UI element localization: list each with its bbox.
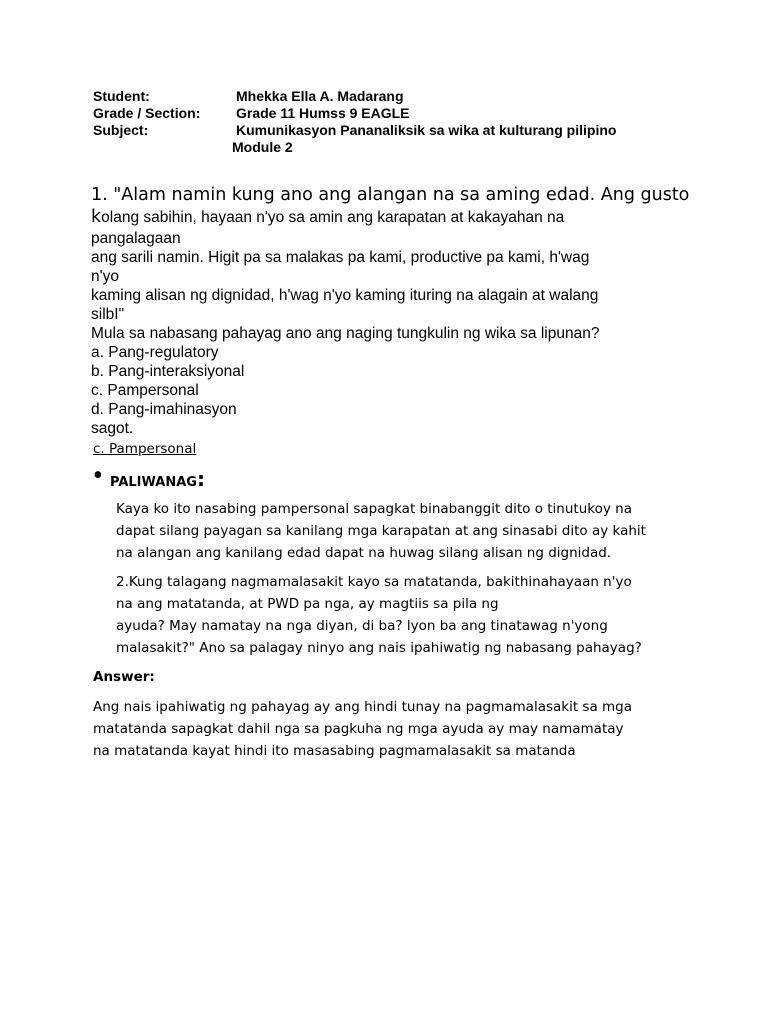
grade-label: Grade / Section: (93, 105, 201, 121)
choice-b: b. Pang-interaksiyonal (91, 363, 245, 380)
answer2-line2: matatanda sapagkat dahil nga sa pagkuha ng mga ayuda ay may namamatay (93, 721, 624, 737)
module-label: Module 2 (232, 139, 293, 155)
choice-a: a. Pang-regulatory (91, 344, 219, 361)
paliwanag-text: PALIWANAG (110, 475, 197, 490)
answer-c: c. Pampersonal (93, 441, 197, 457)
question1-line2-rest: olang sabihin, hayaan n'yo sa amin ang karapatan at kakayahan na (101, 209, 565, 226)
question2-line4: malasakit?" Ano sa palagay ninyo ang nais ipahiwatig ng nabasang pahayag? (116, 640, 642, 656)
question1-prompt: Mula sa nabasang pahayag ano ang naging tungkulin ng wika sa lipunan? (91, 325, 600, 342)
paliwanag-line2: dapat silang payagan sa kanilang mga karapatan at ang sinasabi dito ay kahit (116, 523, 646, 539)
question1-line6: kaming alisan ng dignidad, h'wag n'yo kaming ituring na alagain at walang (91, 287, 599, 304)
question1-k: k (91, 207, 102, 227)
paliwanag-label (110, 467, 205, 491)
student-value: Mhekka Ella A. Madarang (236, 88, 404, 104)
paliwanag-colon: : (196, 467, 205, 491)
answer2-line3: na matatanda kayat hindi ito masasabing pagmamalasakit sa matanda (93, 743, 576, 759)
choice-c: c. Pampersonal (91, 382, 199, 399)
answer2-label: Answer: (93, 669, 155, 685)
paliwanag-line1: Kaya ko ito nasabing pampersonal sapagkat binabanggit dito o tinutukoy na (116, 501, 632, 517)
question2-line1: 2.Kung talagang nagmamalasakit kayo sa matatanda, bakithinahayaan n'yo (116, 574, 632, 590)
question1-line2 (91, 208, 564, 227)
answer2-line1: Ang nais ipahiwatig ng pahayag ay ang hindi tunay na pagmamalasakit sa mga (93, 699, 633, 715)
choice-d: d. Pang-imahinasyon (91, 401, 237, 418)
question1-line5: n'yo (91, 268, 119, 285)
question1-line4: ang sarili namin. Higit pa sa malakas pa kami, productive pa kami, h'wag (91, 249, 590, 266)
paliwanag-line3: na alangan ang kanilang edad dapat na huwag silang alisan ng dignidad. (116, 545, 612, 561)
subject-value: Kumunikasyon Pananaliksik sa wika at kulturang pilipino (236, 122, 617, 138)
subject-label: Subject: (93, 122, 149, 138)
sagot-label: sagot. (91, 420, 134, 437)
grade-value: Grade 11 Humss 9 EAGLE (236, 105, 410, 121)
question1-line1: 1. "Alam namin kung ano ang alangan na sa aming edad. Ang gusto (91, 185, 690, 205)
question2-line2: na ang matatanda, at PWD pa nga, ay magtiis sa pila ng (116, 596, 499, 612)
bullet-icon: • (93, 460, 103, 491)
question1-line3: pangalagaan (91, 230, 181, 247)
question2-line3: ayuda? May namatay na nga diyan, di ba? lyon ba ang tinatawag n'yong (116, 618, 608, 634)
student-label: Student: (93, 88, 150, 104)
question1-line7: silbI" (91, 306, 125, 323)
